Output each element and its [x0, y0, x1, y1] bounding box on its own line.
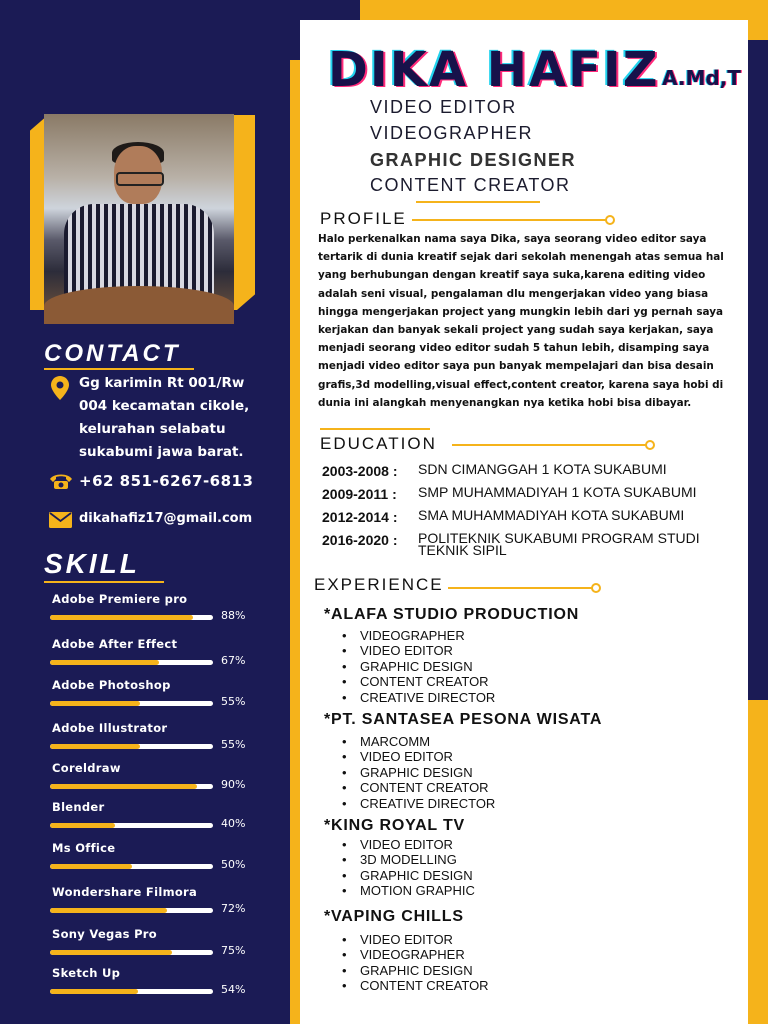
skill-name: Adobe After Effect — [52, 637, 178, 651]
education-item — [322, 463, 738, 479]
list-item: • CREATIVE DIRECTOR — [342, 690, 495, 705]
skill-percent: 72% — [221, 902, 246, 915]
job-company: *PT. SANTASEA PESONA WISATA — [324, 711, 603, 728]
skill-percent: 90% — [221, 778, 246, 791]
skill-name: Adobe Photoshop — [52, 678, 171, 692]
education-year: 2009-2011 : — [322, 486, 397, 502]
skill-heading: SKILL — [44, 548, 140, 579]
education-heading-line — [452, 444, 648, 446]
envelope-icon — [49, 512, 72, 528]
profile-heading-line — [412, 219, 608, 221]
skill-bar-track — [50, 701, 213, 706]
address-line: sukabumi jawa barat. — [79, 444, 244, 460]
job-roles — [342, 734, 495, 811]
education-year: 2016-2020 : — [322, 532, 398, 548]
education-heading-dot — [645, 440, 655, 450]
job-title-4: CONTENT CREATOR — [370, 175, 571, 195]
location-pin-icon — [51, 376, 69, 400]
skill-underline — [44, 581, 164, 583]
skill-percent: 54% — [221, 983, 246, 996]
education-school: SMA MUHAMMADIYAH KOTA SUKABUMI — [418, 507, 685, 523]
skill-bar-fill — [50, 615, 193, 620]
degree-suffix: A.Md,T — [662, 66, 741, 90]
education-item — [322, 509, 738, 525]
skill-bar-track — [50, 744, 213, 749]
experience-heading-dot — [591, 583, 601, 593]
skill-bar-fill — [50, 744, 140, 749]
job-company: *ALAFA STUDIO PRODUCTION — [324, 606, 580, 623]
job-company: *KING ROYAL TV — [324, 817, 466, 834]
contact-email[interactable]: dikahafiz17@gmail.com — [79, 511, 253, 526]
skill-bar-track — [50, 784, 213, 789]
skill-percent: 55% — [221, 738, 246, 751]
list-item: • GRAPHIC DESIGN — [342, 765, 495, 780]
profile-heading-dot — [605, 215, 615, 225]
education-item — [322, 486, 738, 502]
skill-bar-fill — [50, 660, 159, 665]
skill-percent: 67% — [221, 654, 246, 667]
profile-end-line — [320, 428, 430, 430]
list-item: • VIDEOGRAPHER — [342, 628, 495, 643]
list-item: • CONTENT CREATOR — [342, 978, 489, 993]
list-item: • VIDEO EDITOR — [342, 932, 489, 947]
contact-phone[interactable]: +62 851-6267-6813 — [79, 472, 254, 490]
list-item: • VIDEO EDITOR — [342, 749, 495, 764]
education-school: POLITEKNIK SUKABUMI PROGRAM STUDI TEKNIK SIPIL — [418, 530, 700, 558]
job-title-2: VIDEOGRAPHER — [370, 123, 534, 143]
job-roles — [342, 628, 495, 705]
skill-percent: 55% — [221, 695, 246, 708]
skill-bar-fill — [50, 823, 115, 828]
skill-name: Adobe Premiere pro — [52, 592, 188, 606]
skill-bar-track — [50, 864, 213, 869]
education-heading: EDUCATION — [320, 434, 437, 453]
skill-bar-track — [50, 615, 213, 620]
profile-photo — [44, 114, 234, 324]
skill-bar-fill — [50, 950, 172, 955]
skill-name: Coreldraw — [52, 761, 121, 775]
list-item: • GRAPHIC DESIGN — [342, 868, 475, 883]
job-roles — [342, 837, 475, 899]
skill-bar-fill — [50, 701, 140, 706]
job-title-3: GRAPHIC DESIGNER — [370, 150, 577, 170]
phone-icon — [48, 473, 74, 490]
profile-heading: PROFILE — [320, 209, 407, 228]
skill-bar-fill — [50, 784, 197, 789]
skill-percent: 75% — [221, 944, 246, 957]
list-item: • CONTENT CREATOR — [342, 674, 495, 689]
skill-name: Sketch Up — [52, 966, 121, 980]
skill-name: Adobe Illustrator — [52, 721, 168, 735]
skill-bar-track — [50, 823, 213, 828]
experience-heading: EXPERIENCE — [314, 575, 444, 594]
list-item: • MARCOMM — [342, 734, 495, 749]
contact-underline — [44, 368, 194, 370]
education-item — [322, 532, 738, 556]
list-item: • GRAPHIC DESIGN — [342, 659, 495, 674]
contact-address — [79, 372, 249, 464]
experience-heading-line — [448, 587, 594, 589]
skill-percent: 88% — [221, 609, 246, 622]
contact-heading: CONTACT — [44, 340, 181, 367]
skill-name: Wondershare Filmora — [52, 885, 198, 899]
skill-name: Ms Office — [52, 841, 116, 855]
address-line: Gg karimin Rt 001/Rw — [79, 375, 245, 391]
skill-percent: 40% — [221, 817, 246, 830]
skill-name: Blender — [52, 800, 105, 814]
skill-bar-track — [50, 989, 213, 994]
education-school: SDN CIMANGGAH 1 KOTA SUKABUMI — [418, 461, 667, 477]
skill-bar-fill — [50, 989, 138, 994]
list-item: • CREATIVE DIRECTOR — [342, 796, 495, 811]
person-name: DIKA HAFIZ — [328, 42, 660, 98]
education-school: SMP MUHAMMADIYAH 1 KOTA SUKABUMI — [418, 484, 697, 500]
list-item: • VIDEO EDITOR — [342, 643, 495, 658]
job-roles — [342, 932, 489, 994]
skill-bar-fill — [50, 908, 167, 913]
address-line: kelurahan selabatu — [79, 421, 226, 437]
job-company: *VAPING CHILLS — [324, 908, 464, 925]
job-title-1: VIDEO EDITOR — [370, 97, 517, 117]
title-underline — [416, 201, 540, 203]
list-item: • 3D MODELLING — [342, 852, 475, 867]
education-year: 2012-2014 : — [322, 509, 398, 525]
list-item: • CONTENT CREATOR — [342, 780, 495, 795]
list-item: • VIDEO EDITOR — [342, 837, 475, 852]
skill-bar-fill — [50, 864, 132, 869]
education-year: 2003-2008 : — [322, 463, 398, 479]
skill-bar-track — [50, 908, 213, 913]
list-item: • GRAPHIC DESIGN — [342, 963, 489, 978]
skill-bar-track — [50, 950, 213, 955]
list-item: • MOTION GRAPHIC — [342, 883, 475, 898]
decor-navy-right — [748, 40, 768, 700]
skill-name: Sony Vegas Pro — [52, 927, 157, 941]
address-line: 004 kecamatan cikole, — [79, 398, 250, 414]
profile-text: Halo perkenalkan nama saya Dika, saya seorang video editor saya tertarik di dunia kreatif sejak dari sekolah menengah atas semua hal yang berhubungan dengan kreatif saya suka,karena editing video adalah seni visual, pengalaman dlu mengerjakan video yang biasa hingga mengerjakan project yang mungkin lebih dari yg pernah saya kerjakan dan banyak sekali project yang sudah saya kerjakan, saya menjadi seorang video editor sudah 5 tahun lebih, disamping saya menjadi video editor saya pun banyak mempelajari dan bisa desain grafis,3d modelling,visual effect,content creator, karena saya hobi di dunia ini alangkah menyenangkan nya ketika hobi bisa dibayar. — [318, 233, 724, 409]
list-item: • VIDEOGRAPHER — [342, 947, 489, 962]
skill-bar-track — [50, 660, 213, 665]
skill-percent: 50% — [221, 858, 246, 871]
